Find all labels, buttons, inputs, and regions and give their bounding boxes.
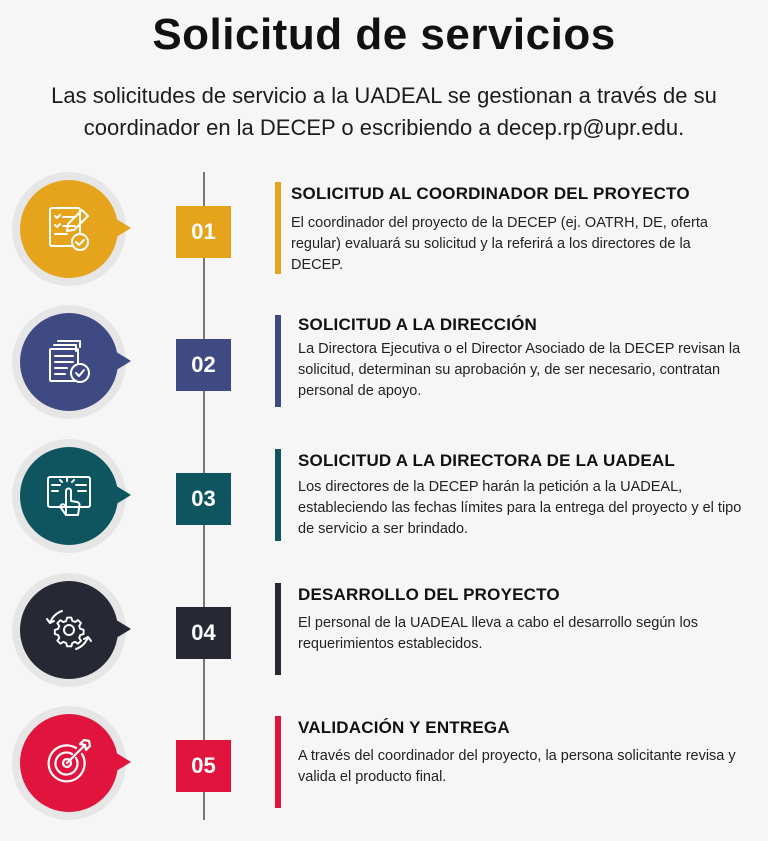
checklist-document-icon <box>42 202 96 256</box>
step-description: El coordinador del proyecto de la DECEP (ej. OATRH, DE, oferta regular) evaluará su solicitud y la referirá a los directores de la DECEP. <box>291 215 708 273</box>
step-description: A través del coordinador del proyecto, la persona solicitante revisa y valida el producto final. <box>298 748 736 785</box>
icon-circle <box>20 313 118 411</box>
accent-bar <box>275 449 281 541</box>
step-number: 01 <box>176 206 231 258</box>
accent-bar <box>275 182 281 274</box>
step-5 <box>0 706 768 836</box>
step-3 <box>0 439 768 569</box>
page-subtitle: Las solicitudes de servicio a la UADEAL se gestionan a través de su coordinador en la DECEP o escribiendo a decep.rp@upr.edu. <box>51 83 717 140</box>
icon-circle <box>20 714 118 812</box>
accent-bar <box>275 583 281 675</box>
step-number: 04 <box>176 607 231 659</box>
accent-bar <box>275 315 281 407</box>
step-1 <box>0 172 768 302</box>
approved-documents-icon <box>42 335 96 389</box>
step-heading: DESARROLLO DEL PROYECTO <box>298 585 560 604</box>
step-description: La Directora Ejecutiva o el Director Asociado de la DECEP revisan la solicitud, determinan su aprobación y, de ser necesario, contratan personal de apoyo. <box>298 341 741 399</box>
target-arrow-icon <box>42 736 96 790</box>
step-description: Los directores de la DECEP harán la petición a la UADEAL, estableciendo las fechas límites para la entrega del proyecto y el tipo de servicio a ser brindado. <box>298 479 742 537</box>
step-description: El personal de la UADEAL lleva a cabo el desarrollo según los requerimientos establecidos. <box>298 615 699 652</box>
accent-bar <box>275 716 281 808</box>
step-2 <box>0 305 768 435</box>
page-title: Solicitud de servicios <box>152 10 616 59</box>
icon-circle <box>20 180 118 278</box>
icon-circle <box>20 447 118 545</box>
step-number: 02 <box>176 339 231 391</box>
step-heading: SOLICITUD A LA DIRECCIÓN <box>298 315 538 334</box>
touch-screen-icon <box>42 469 96 523</box>
step-4 <box>0 573 768 703</box>
step-number: 03 <box>176 473 231 525</box>
step-heading: SOLICITUD AL COORDINADOR DEL PROYECTO <box>291 184 690 203</box>
step-number: 05 <box>176 740 231 792</box>
icon-circle <box>20 581 118 679</box>
step-heading: SOLICITUD A LA DIRECTORA DE LA UADEAL <box>298 451 675 470</box>
step-heading: VALIDACIÓN Y ENTREGA <box>298 718 510 737</box>
gear-cycle-icon <box>42 603 96 657</box>
